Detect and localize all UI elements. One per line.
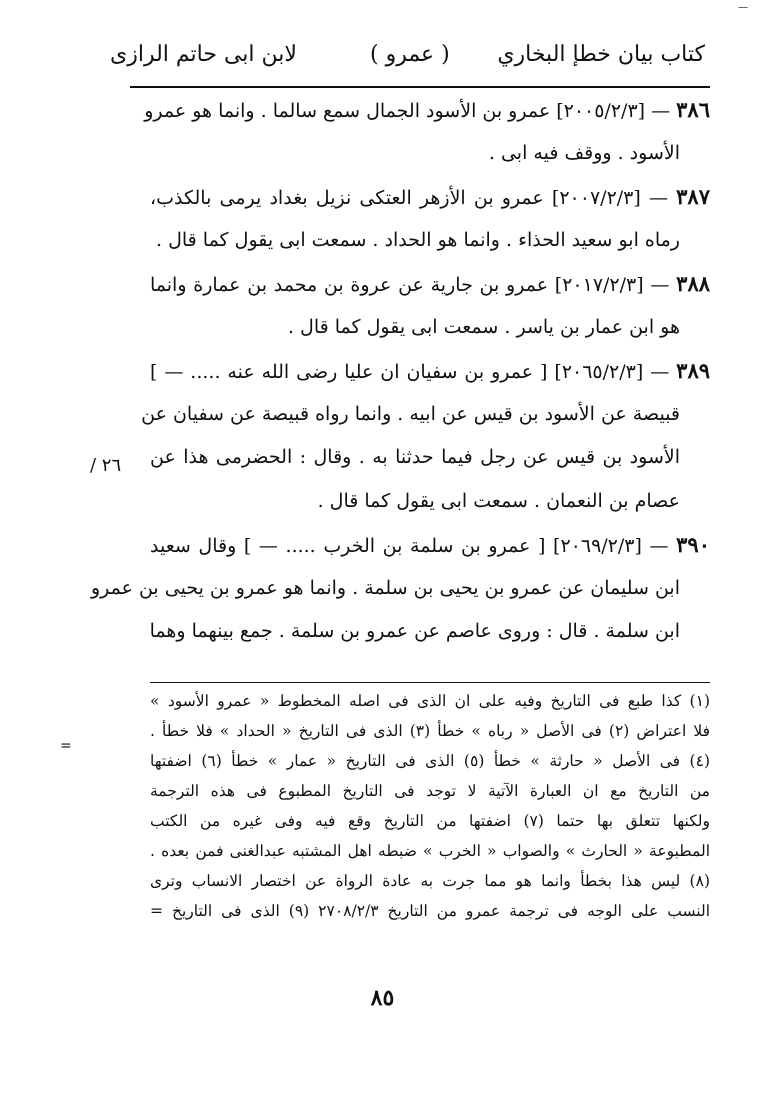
entry-line: هو ابن عمار بن ياسر . سمعت ابى يقول كما قال .: [287, 315, 680, 338]
entry-line: الأسود بن قيس عن رجل فيما حدثنا به . وقال : الحضرمى هذا عن: [150, 446, 680, 468]
header-book-title: كتاب بيان خطإ البخاري: [497, 42, 705, 67]
side-mark: =: [60, 738, 72, 754]
footnote-line: (٤) فى الأصل « حارثة » خطأ (٥) الذى فى التاريخ « عمار » خطأ (٦) اضفتها: [150, 752, 710, 770]
footnote-rule: [150, 682, 710, 683]
entry-number: ٣٨٩: [676, 358, 711, 383]
footnote-line: (٨) ليس هذا بخطأ وانما هو مما جرت به عادة الرواة عن اختصار الانساب وترى: [150, 872, 710, 890]
corner-mark: —: [738, 2, 748, 13]
entry-number: ٣٨٧: [676, 184, 710, 209]
entry-line: قبيصة عن الأسود بن قيس عن ابيه . وانما رواه قبيصة عن سفيان عن: [141, 402, 680, 425]
running-header: [110, 30, 705, 80]
entry-line: ابن سليمان عن عمرو بن يحيى بن سلمة . وانما هو عمرو بن يحيى بن عمرو: [90, 576, 680, 599]
entry-line: ٣٨٩ — [٢٠٦٥/٢/٣] [ عمرو بن سفيان ان عليا رضى الله عنه ..... — ]: [150, 358, 711, 383]
footnote-line: فلا اعتراض (٢) فى الأصل « رباه » خطأ (٣) الذى فى التاريخ « الحداد » فلا خطأ .: [150, 722, 711, 740]
footnote-line: ولكنها تتعلق بها حتما (٧) اضفتها من التاريخ وقع فيه وفى غيره من الكتب: [150, 812, 710, 830]
entry-number: ٣٩٠: [676, 532, 710, 557]
entry-line: عصام بن النعمان . سمعت ابى يقول كما قال .: [317, 489, 680, 512]
entry-line: ٣٩٠ — [٢٠٦٩/٢/٣] [ عمرو بن سلمة بن الخرب ..... — ] وقال سعيد: [150, 532, 710, 557]
margin-page-reference: ٢٦ /: [90, 455, 122, 476]
header-author: لابن ابى حاتم الرازى: [110, 42, 297, 67]
entry-line: ٣٨٧ — [٢٠٠٧/٢/٣] عمرو بن الأزهر العتكى نزيل بغداد يرمى بالكذب،: [150, 184, 710, 209]
entry-number: ٣٨٦: [676, 97, 710, 122]
footnote-line: (١) كذا طبع فى التاريخ وفيه على ان الذى فى اصله المخطوط « عمرو الأسود »: [150, 692, 710, 710]
page-number: ٨٥: [370, 985, 395, 1011]
footnote-line: المطبوعة « الحارث » والصواب « الخرب » ضبطه اهل المشتبه عبدالغنى فمن بعده .: [150, 842, 710, 860]
entry-line: ٣٨٨ — [٢٠١٧/٢/٣] عمرو بن جارية عن عروة بن محمد بن عمارة وانما: [150, 271, 711, 296]
header-section: ( عمرو ): [370, 42, 450, 67]
entry-line: ابن سلمة . قال : وروى عاصم عن عمرو بن سلمة . جمع بينهما وهما: [149, 620, 680, 642]
entry-line: رماه ابو سعيد الحذاء . وانما هو الحداد . سمعت ابى يقول كما قال .: [155, 228, 680, 251]
entry-line: الأسود . ووقف فيه ابى .: [488, 141, 680, 164]
footnote-line: النسب على الوجه فى ترجمة عمرو من التاريخ ٢٧٠٨/٢/٣ (٩) الذى فى التاريخ =: [150, 902, 710, 920]
entry-line: ٣٨٦ — [٢٠٠٥/٢/٣] عمرو بن الأسود الجمال سمع سالما . وانما هو عمرو: [144, 97, 710, 122]
entry-number: ٣٨٨: [676, 271, 711, 296]
footnotes: [150, 686, 710, 926]
footnote-line: من التاريخ مع ان العبارة الآتية لا توجد فى التاريخ المطبوع فى هذه الترجمة: [150, 782, 710, 800]
